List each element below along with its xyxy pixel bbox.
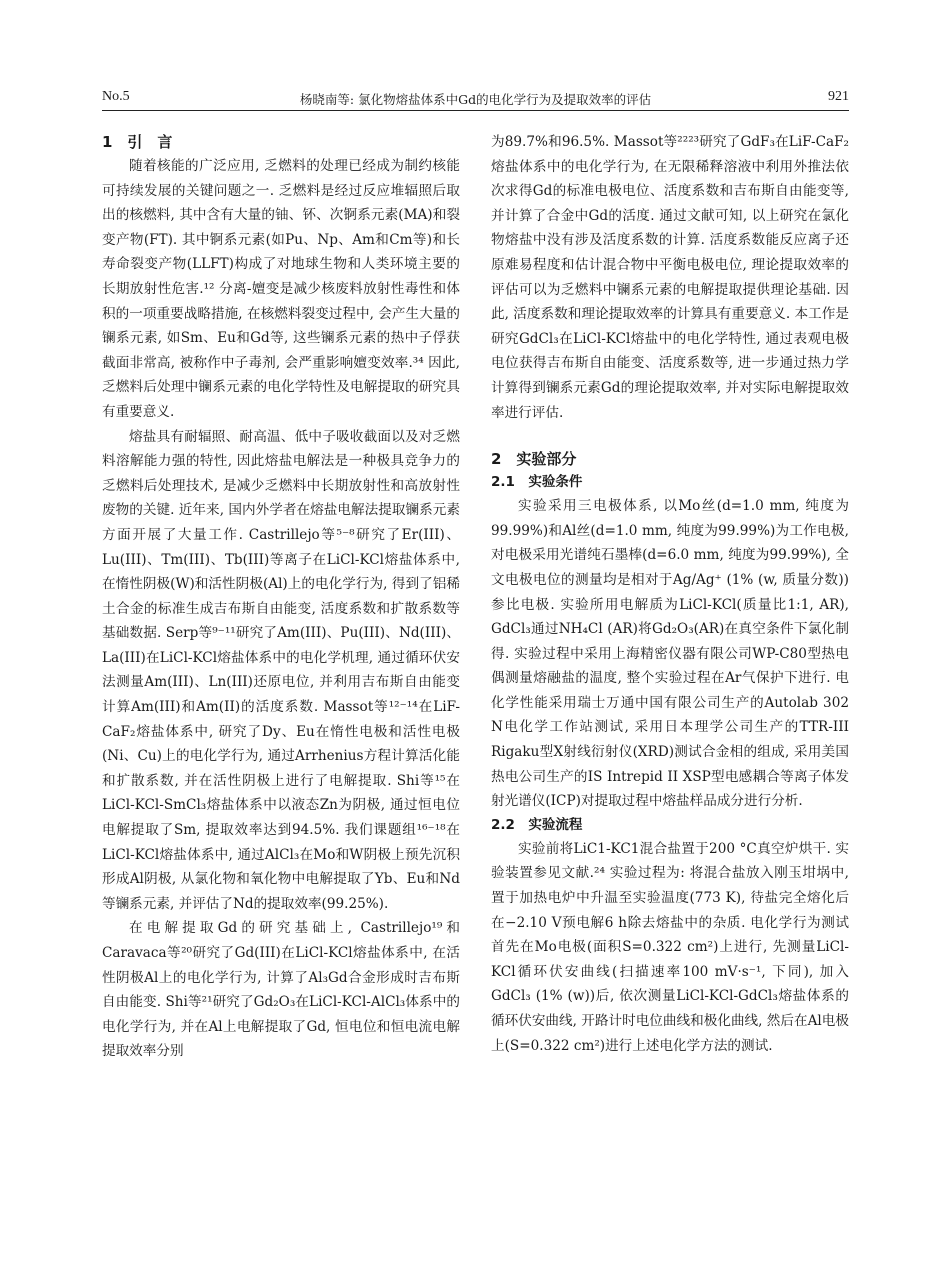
page-header bbox=[102, 86, 849, 111]
intro-paragraph-3: 在电解提取Gd的研究基础上, Castrillejo¹⁹和Caravaca等²⁰研究了Gd(III)在LiCl-KCl熔盐体系中, 在活性阴极Al上的电化学行为, 计算了Al₃Gd合金形成时吉布斯自由能变. Shi等²¹研究了Gd₂O₃在LiCl-KCl-AlCl₃体系中的电化学行为, 并在Al上电解提取了Gd, 恒电位和恒电流电解提取效率分别 bbox=[102, 920, 460, 1060]
running-title: 杨晓南等: 氯化物熔盐体系中Gd的电化学行为及提取效率的评估 bbox=[299, 92, 652, 107]
page-number: 921 bbox=[828, 89, 849, 104]
issue-number: No.5 bbox=[102, 89, 130, 104]
right-column bbox=[491, 130, 849, 1058]
section-heading-experimental: 2 实验部分 bbox=[491, 450, 577, 469]
intro-paragraph-2: 熔盐具有耐辐照、耐高温、低中子吸收截面以及对乏燃料溶解能力强的特性, 因此熔盐电解法是一种极具竞争力的乏燃料后处理技术, 是减少乏燃料中长期放射性和高放射性废物的关键. 近年来, 国内外学者在熔盐电解法提取镧系元素方面开展了大量工作. Castrillejo等⁵⁻⁸研究了Er(III)、Lu(III)、Tm(III)、Tb(III)等离子在LiCl-KCl熔盐体系中, 在惰性阴极(W)和活性阴极(Al)上的电化学行为, 得到了铝稀土合金的标准生成吉布斯自由能变, 活度系数和扩散系数等基础数据. Serp等⁹⁻¹¹研究了Am(III)、Pu(III)、Nd(III)、La(III)在LiCl-KCl熔盐体系中的电化学机理, 通过循环伏安法测量Am(III)、Ln(III)还原电位, 并利用吉布斯自由能变计算Am(III)和Am(II)的活度系数. Massot等¹²⁻¹⁴在LiF-CaF₂熔盐体系中, 研究了Dy、Eu在惰性电极和活性电极(Ni、Cu)上的电化学行为, 通过Arrhenius方程计算活化能和扩散系数, 并在活性阴极上进行了电解提取. Shi等¹⁵在LiCl-KCl-SmCl₃熔盐体系中以液态Zn为阴极, 通过恒电位电解提取了Sm, 提取效率达到94.5%. 我们课题组¹⁶⁻¹⁸在LiCl-KCl熔盐体系中, 通过AlCl₃在Mo和W阴极上预先沉积形成Al阴极, 从氯化物和氧化物中电解提取了Yb、Eu和Nd等镧系元素, 并评估了Nd的提取效率(99.25%). bbox=[102, 428, 460, 912]
intro-paragraph-3-continued: 为89.7%和96.5%. Massot等²²²³研究了GdF₃在LiF-CaF₂熔盐体系中的电化学行为, 在无限稀释溶液中利用外推法依次求得Gd的标准电极电位、活度系数和吉布斯自由能变等, 并计算了合金中Gd的活度. 通过文献可知, 以上研究在氯化物熔盐中没有涉及活度系数的计算. 活度系数能反应离子还原难易程度和估计混合物中平衡电极电位, 理论提取效率的评估可以为乏燃料中镧系元素的电解提取提供理论基础. 因此, 活度系数和理论提取效率的计算具有重要意义. 本工作是研究GdCl₃在LiCl-KCl熔盐中的电化学特性, 通过表观电极电位获得吉布斯自由能变、活度系数等, 进一步通过热力学计算得到镧系元素Gd的理论提取效率, 并对实际电解提取效率进行评估. bbox=[491, 134, 849, 421]
subsection-heading-procedure: 2.2 实验流程 bbox=[491, 816, 583, 833]
left-column bbox=[102, 130, 460, 1064]
procedure-paragraph: 实验前将LiC1-KC1混合盐置于200 °C真空炉烘干. 实验装置参见文献.²⁴ 实验过程为: 将混合盐放入刚玉坩埚中, 置于加热电炉中升温至实验温度(773 K), 待盐完全熔化后在−2.10 V预电解6 h除去熔盐中的杂质. 电化学行为测试首先在Mo电极(面积S=0.322 cm²)上进行, 先测量LiCl-KCl循环伏安曲线(扫描速率100 mV·s⁻¹, 下同), 加入GdCl₃ (1% (w))后, 依次测量LiCl-KCl-GdCl₃熔盐体系的循环伏安曲线, 开路计时电位曲线和极化曲线, 然后在Al电极上(S=0.322 cm²)进行上述电化学方法的测试. bbox=[491, 840, 849, 1054]
intro-paragraph-1: 随着核能的广泛应用, 乏燃料的处理已经成为制约核能可持续发展的关键问题之一. 乏燃料是经过反应堆辐照后取出的核燃料, 其中含有大量的铀、钚、次锕系元素(MA)和裂变产物(FT). 其中锕系元素(如Pu、Np、Am和Cm等)和长寿命裂变产物(LLFT)构成了对地球生物和人类环境主要的长期放射性危害.¹² 分离-嬗变是减少核废料放射性毒性和体积的一项重要战略措施, 在核燃料裂变过程中, 会产生大量的镧系元素, 如Sm、Eu和Gd等, 这些镧系元素的热中子俘获截面非常高, 被称作中子毒剂, 会严重影响嬗变效率.³⁴ 因此, 乏燃料后处理中镧系元素的电化学特性及电解提取的研究具有重要意义. bbox=[102, 158, 460, 420]
subsection-heading-conditions: 2.1 实验条件 bbox=[491, 474, 583, 491]
conditions-paragraph: 实验采用三电极体系, 以Mo丝(d=1.0 mm, 纯度为99.99%)和Al丝(d=1.0 mm, 纯度为99.99%)为工作电极, 对电极采用光谱纯石墨棒(d=6.0 mm, 纯度为99.99%), 全文电极电位的测量均是相对于Ag/Ag⁺ (1% (w, 质量分数))参比电极. 实验所用电解质为LiCl-KCl(质量比1:1, AR), GdCl₃通过NH₄Cl (AR)将Gd₂O₃(AR)在真空条件下氯化制得. 实验过程中采用上海精密仪器有限公司WP-C80型热电偶测量熔融盐的温度, 整个实验过程在Ar气保护下进行. 电化学性能采用瑞士万通中国有限公司生产的Autolab 302 N电化学工作站测试, 采用日本理学公司生产的TTR-III Rigaku型X射线衍射仪(XRD)测试合金相的组成, 采用美国热电公司生产的IS Intrepid II XSP型电感耦合等离子体发射光谱仪(ICP)对提取过程中熔盐样品成分进行分析. bbox=[491, 498, 849, 810]
section-heading-introduction: 1 引 言 bbox=[102, 133, 173, 151]
